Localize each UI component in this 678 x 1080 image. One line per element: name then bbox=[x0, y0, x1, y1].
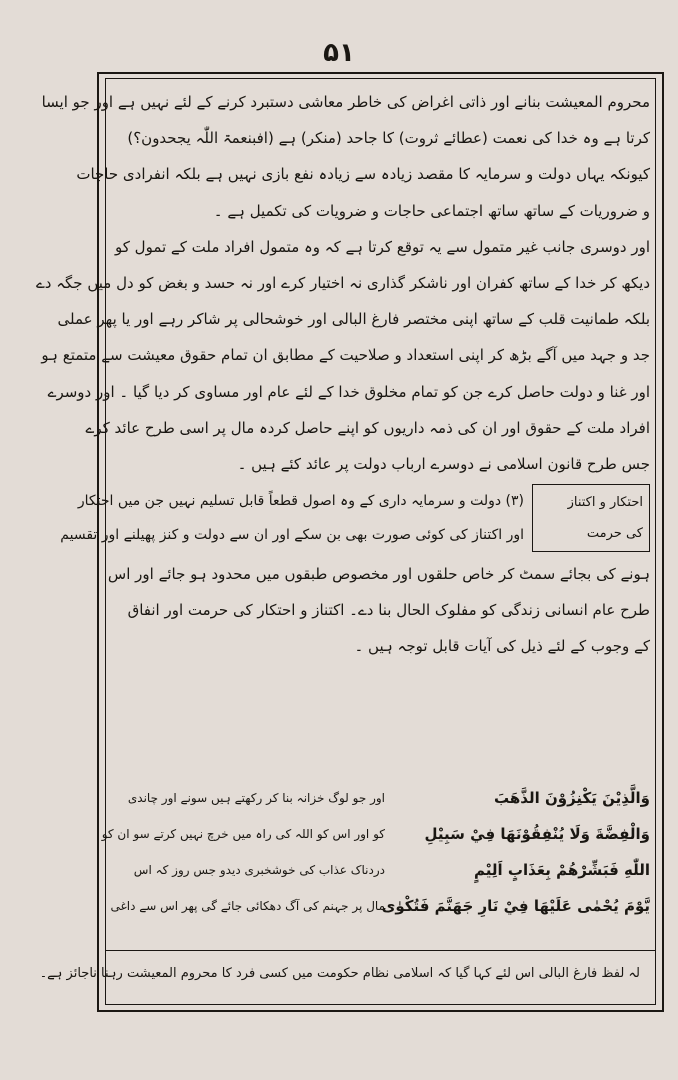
verse-row bbox=[101, 816, 650, 852]
boxed-paragraph bbox=[60, 484, 524, 552]
text-line: اور اکتناز کی کوئی صورت بھی بن سکے اور ان سے دولت و کنز پھیلنے اور تقسیم bbox=[60, 527, 524, 544]
footnote: لہ لفظ فارغ البالی اس لئے کہا گیا کہ اسلامی نظام حکومت میں کسی فرد کا محروم المعیشت رہنا ناجائز ہے۔ bbox=[39, 966, 640, 981]
text-line: جس طرح قانون اسلامی نے دوسرے ارباب دولت پر عائد کئے ہیں ۔ bbox=[237, 454, 650, 473]
text-line: افراد ملت کے حقوق اور ان کی ذمہ داریوں کو اپنے حاصل کردہ مال پر اسی طرح عائد کرے bbox=[85, 418, 650, 437]
verse-row bbox=[130, 852, 650, 888]
verse-arabic: يَّوْمَ يُحْمٰى عَلَيْهَا فِيْ نَارِ جَهَنَّمَ فَتُكْوٰى bbox=[381, 897, 650, 915]
verse-translation: اور جو لوگ خزانہ بنا کر رکھتے ہیں سونے اور چاندی bbox=[127, 791, 385, 805]
section-with-sidebar bbox=[60, 482, 650, 556]
sidebar-heading-line: کی حرمت bbox=[586, 526, 643, 542]
verse-row bbox=[110, 888, 650, 924]
text-line: طرح عام انسانی زندگی کو مفلوک الحال بنا دے۔ اکتناز و احتکار کی حرمت اور انفاق bbox=[127, 601, 650, 620]
sidebar-heading-line: احتکار و اکتناز bbox=[567, 495, 643, 511]
text-line: دیکھ کر خدا کے ساتھ کفران اور ناشکر گذاری نہ اختیار کرے اور نہ حسد و بغض کو دل میں جگہ دے bbox=[36, 273, 650, 292]
footnote-divider bbox=[105, 950, 656, 951]
text-line: جد و جہد میں آگے بڑھ کر اپنی استعداد و صلاحیت کے مطابق ان تمام حقوق معیشت سے متمتع ہو bbox=[41, 346, 650, 365]
quran-verses bbox=[101, 780, 650, 924]
sidebar-heading bbox=[532, 484, 650, 552]
verse-translation: کو اور اس کو اللہ کی راہ میں خرچ نہیں کرتے سو ان کو bbox=[101, 827, 385, 841]
verse-arabic: اللّٰهِ فَبَشِّرْهُمْ بِعَذَابٍ اَلِيْمٍ bbox=[473, 861, 650, 879]
text-line: اور دوسری جانب غیر متمول سے یہ توقع کرتا ہے کہ وہ متمول افراد ملت کے تمول کو bbox=[115, 237, 650, 256]
text-line: و ضروریات کے ساتھ ساتھ اجتماعی حاجات و ضرویات کی تکمیل ہے ۔ bbox=[213, 201, 650, 220]
main-text bbox=[36, 84, 650, 665]
page-number: ۵۱ bbox=[323, 38, 355, 68]
text-line: ہونے کی بجائے سمٹ کر خاص حلقوں اور مخصوص طبقوں میں محدود ہو جائے اور اس bbox=[107, 565, 650, 584]
text-line: بلکہ طمانیت قلب کے ساتھ اپنی مختصر فارغ البالی اور خوشحالی پر شاکر رہے اور یا پھر عملی bbox=[57, 310, 650, 329]
verse-row bbox=[127, 780, 650, 816]
text-line: کیونکہ یہاں دولت و سرمایہ کا مقصد زیادہ سے زیادہ نفع بازی نہیں ہے بلکہ انفرادی حاجات bbox=[76, 165, 650, 184]
text-line: کے وجوب کے لئے ذیل کی آیات قابل توجہ ہیں ۔ bbox=[354, 637, 650, 656]
text-line: کرتا ہے وہ خدا کی نعمت (عطائے ثروت) کا جاحد (منکر) ہے (افبنعمۃ اللّٰہ یجحدون؟) bbox=[127, 129, 650, 148]
text-line: (۳) دولت و سرمایہ داری کے وہ اصول قطعاً قابل تسلیم نہیں جن میں احتکار bbox=[77, 493, 524, 510]
verse-arabic: وَالَّذِيْنَ يَكْنِزُوْنَ الذَّهَبَ bbox=[494, 789, 650, 807]
verse-translation: دردناک عذاب کی خوشخبری دیدو جس روز کہ اس bbox=[133, 863, 385, 877]
verse-arabic: وَالْفِضَّةَ وَلَا يُنْفِقُوْنَهَا فِيْ سَبِيْلِ bbox=[424, 825, 650, 843]
verse-translation: مال پر جہنم کی آگ دھکائی جائے گی پھر اس سے داغی bbox=[110, 899, 385, 913]
text-line: اور غنا و دولت حاصل کرے جن کو تمام مخلوق خدا کے لئے عام اور مساوی کر دیا گیا ۔ اور دوسرے bbox=[47, 382, 650, 401]
text-line: محروم المعیشت بنانے اور ذاتی اغراض کی خاطر معاشی دستبرد کرنے کے لئے نہیں ہے اور جو ایسا bbox=[41, 93, 650, 111]
